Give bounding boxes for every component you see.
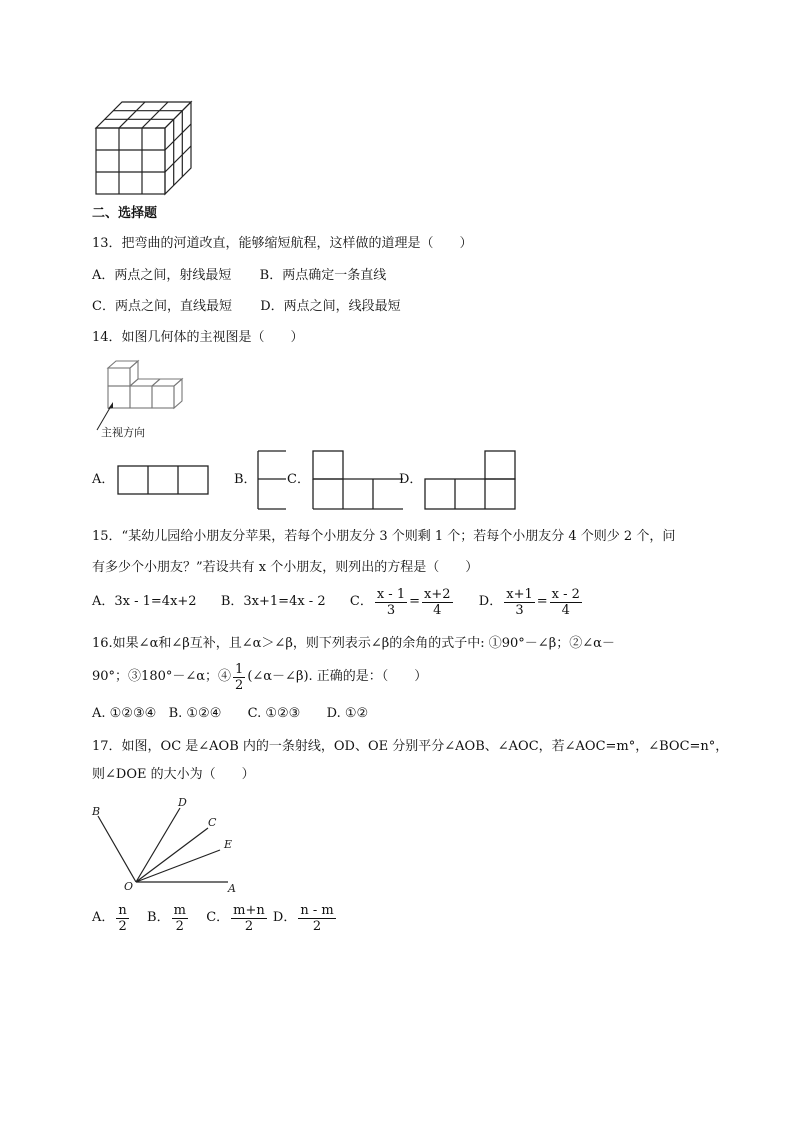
q17-options <box>92 902 338 935</box>
q16-options <box>92 705 368 723</box>
q15-stem-line1: 15．“某幼儿园给小朋友分苹果，若每个小朋友分 3 个则剩 1 个；若每个小朋友分 4 个则少 2 个，问 <box>92 529 676 544</box>
point-label-a: A <box>228 882 236 895</box>
q17-option-d[interactable] <box>273 902 338 935</box>
q13-options-row2 <box>92 298 401 316</box>
fraction-denominator: 2 <box>118 918 127 934</box>
section-title: 二、选择题 <box>92 206 158 221</box>
equals-sign: = <box>536 594 548 609</box>
q14-label-d[interactable]: D． <box>399 472 423 487</box>
q16-line2-text-a: 90°；③180°－∠α；④ <box>92 669 232 684</box>
fraction-denominator: 3 <box>515 602 524 618</box>
fraction-numerator: n - m <box>300 902 334 918</box>
fraction-denominator: 3 <box>386 602 396 618</box>
q13-stem: 13．把弯曲的河道改直，能够缩短航程，这样做的道理是（ ） <box>92 236 473 251</box>
q17-option-d-label: D． <box>272 910 297 925</box>
q17-stem-line2: 则∠DOE 的大小为（ ） <box>92 767 255 782</box>
q15-option-b[interactable]: B．3x+1=4x - 2 <box>220 594 326 610</box>
q13-option-b[interactable]: B．两点确定一条直线 <box>259 268 387 283</box>
fraction-denominator: 2 <box>244 918 254 934</box>
q14-stem: 14．如图几何体的主视图是（ ） <box>92 330 304 345</box>
fraction-numerator: 1 <box>235 661 244 677</box>
point-label-o: O <box>124 880 134 893</box>
q14-label-b[interactable]: B． <box>234 472 257 487</box>
equals-sign: = <box>409 594 421 609</box>
point-label-b: B <box>92 805 101 818</box>
cube-figure <box>92 100 196 200</box>
q14-label-a[interactable]: A． <box>92 472 115 487</box>
q15-option-d[interactable] <box>479 586 584 619</box>
fraction-denominator: 2 <box>235 677 244 693</box>
q16-option-c[interactable]: C. ①②③ <box>247 706 301 721</box>
q17-option-b-label: B． <box>147 910 170 925</box>
point-label-d: D <box>178 796 187 809</box>
q13-option-d[interactable]: D．两点之间，线段最短 <box>260 299 401 314</box>
q14-option-a-figure[interactable] <box>116 464 210 496</box>
fraction-numerator: x - 1 <box>376 586 406 602</box>
point-label-c: C <box>208 816 217 829</box>
fraction-numerator: x+2 <box>424 586 451 602</box>
fraction-numerator: m <box>173 902 186 918</box>
q17-option-b[interactable] <box>147 902 190 935</box>
q16-option-d[interactable]: D. ①② <box>326 706 369 721</box>
q16-stem-line2 <box>92 661 427 694</box>
q17-angle-figure <box>88 792 248 900</box>
q17-stem-line1: 17．如图，OC 是∠AOB 内的一条射线，OD、OE 分别平分∠AOB、∠AOC，若∠AOC=m°，∠BOC=n°， <box>92 739 729 754</box>
fraction-numerator: x - 2 <box>551 586 580 602</box>
q16-option-b[interactable]: B. ①②④ <box>168 706 222 721</box>
q15-options <box>92 586 584 619</box>
q16-line2-text-b: (∠α－∠β). 正确的是：（ ） <box>247 669 428 684</box>
q15-option-c-label: C． <box>349 594 373 609</box>
point-label-e: E <box>224 838 233 851</box>
q14-label-c[interactable]: C． <box>287 472 310 487</box>
q13-options-row1 <box>92 267 386 285</box>
fraction-denominator: 4 <box>561 602 570 618</box>
fraction-numerator: m+n <box>233 902 265 918</box>
q16-option-a[interactable]: A. ①②③④ <box>92 706 157 721</box>
q15-stem-line2: 有多少个小朋友？”若设共有 x 个小朋友，则列出的方程是（ ） <box>92 560 479 575</box>
q13-option-c[interactable]: C．两点之间，直线最短 <box>92 299 232 314</box>
q16-stem-line1: 16.如果∠α和∠β互补，且∠α＞∠β，则下列表示∠β的余角的式子中: ①90°－∠β；②∠α－ <box>92 636 615 651</box>
q17-option-c-label: C． <box>206 910 230 925</box>
q17-option-c[interactable] <box>206 902 269 935</box>
q14-option-d-figure[interactable] <box>423 449 519 511</box>
q14-option-b-figure[interactable] <box>254 449 288 511</box>
fraction-denominator: 4 <box>433 602 442 618</box>
fraction-denominator: 2 <box>175 918 184 934</box>
q14-option-c-figure[interactable] <box>311 449 405 511</box>
q15-option-d-label: D． <box>478 594 503 609</box>
q17-option-a-label: A． <box>92 910 115 925</box>
fraction-numerator: n <box>118 902 127 918</box>
fraction-numerator: x+1 <box>506 586 533 602</box>
view-direction-label: 主视方向 <box>101 426 145 439</box>
q15-option-a[interactable]: A．3x - 1=4x+2 <box>92 594 197 610</box>
fraction-denominator: 2 <box>312 918 322 934</box>
q15-option-c[interactable] <box>350 586 455 619</box>
q17-option-a[interactable] <box>92 902 131 935</box>
q13-option-a[interactable]: A．两点之间，射线最短 <box>92 268 232 283</box>
